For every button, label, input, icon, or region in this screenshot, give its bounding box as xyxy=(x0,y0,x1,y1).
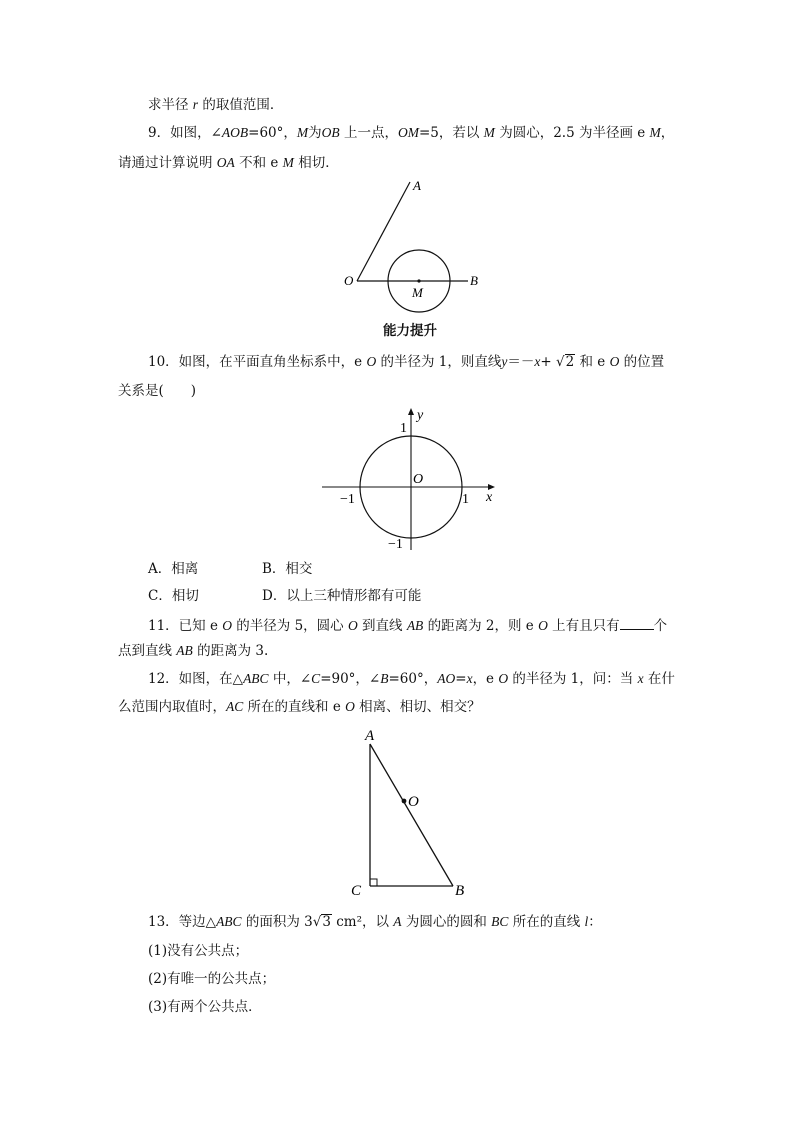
q9-text-line1: 9．如图，∠AOB=60°，M为OB 上一点，OM=5，若以 M 为圆心，2.5 为半径画 e M， xyxy=(148,125,675,141)
q10-figure xyxy=(320,405,505,555)
sqrt-sign: √ xyxy=(312,914,322,930)
q10-text-line2: 关系是( ) xyxy=(118,383,197,399)
label-o: O xyxy=(408,794,419,810)
q8-tail-text: 求半径 r 的取值范围． xyxy=(148,97,284,113)
point-o xyxy=(402,799,407,804)
label-a: A xyxy=(413,178,421,193)
label-c: C xyxy=(351,883,362,899)
q11-text-line1: 11．已知 e O 的半径为 5，圆心 O 到直线 AB 的距离为 2，则 e O 上有且只有 个 xyxy=(148,615,667,635)
q11-text-line2: 点到直线 AB 的距离为 3. xyxy=(118,643,269,659)
label-o: O xyxy=(344,273,354,288)
section-heading: 能力提升 xyxy=(383,323,437,339)
sqrt-sign: √ xyxy=(556,354,565,370)
q13-item-1: (1)没有公共点； xyxy=(148,943,249,959)
q12-text-line2: 么范围内取值时，AC 所在的直线和 e O 相离、相切、相交？ xyxy=(118,699,481,715)
q10-option-b: B．相交 xyxy=(262,561,313,577)
label-b: B xyxy=(455,883,465,899)
side-ab xyxy=(370,744,453,886)
label-neg-one-left: −1 xyxy=(340,492,355,507)
y-axis-arrow xyxy=(408,408,414,415)
answer-blank[interactable] xyxy=(620,615,654,630)
q9-figure xyxy=(335,172,495,302)
q10-text-line1: 10．如图，在平面直角坐标系中，e O 的半径为 1，则直线y＝－x+ √2 和 e O 的位置 xyxy=(148,354,665,370)
q13-text-line1: 13．等边△ABC 的面积为 3√3 cm²，以 A 为圆心的圆和 BC 所在的直线 l： xyxy=(148,914,602,930)
label-neg-one-bottom: −1 xyxy=(388,537,403,552)
center-point-m xyxy=(417,279,420,282)
label-y: y xyxy=(417,408,424,423)
label-x: x xyxy=(486,490,493,505)
label-m: M xyxy=(412,285,423,300)
label-o: O xyxy=(413,472,424,487)
label-a: A xyxy=(365,728,375,744)
label-one-right: 1 xyxy=(462,492,469,507)
q10-option-d: D．以上三种情形都有可能 xyxy=(262,588,422,604)
label-b: B xyxy=(470,273,478,288)
q12-text-line1: 12．如图，在△ABC 中，∠C=90°，∠B=60°，AO=x，e O 的半径为 1，问：当 x 在什 xyxy=(148,671,675,687)
q10-option-c: C．相切 xyxy=(148,588,199,604)
ray-oa xyxy=(357,182,410,281)
label-one-top: 1 xyxy=(400,421,407,436)
q9-text-line2: 请通过计算说明 OA 不和 e M 相切． xyxy=(118,155,339,171)
q10-option-a: A．相离 xyxy=(148,561,199,577)
q13-item-2: (2)有唯一的公共点； xyxy=(148,971,276,987)
q12-figure xyxy=(345,724,480,899)
q13-item-3: (3)有两个公共点． xyxy=(148,999,262,1015)
right-angle-mark xyxy=(370,879,377,886)
